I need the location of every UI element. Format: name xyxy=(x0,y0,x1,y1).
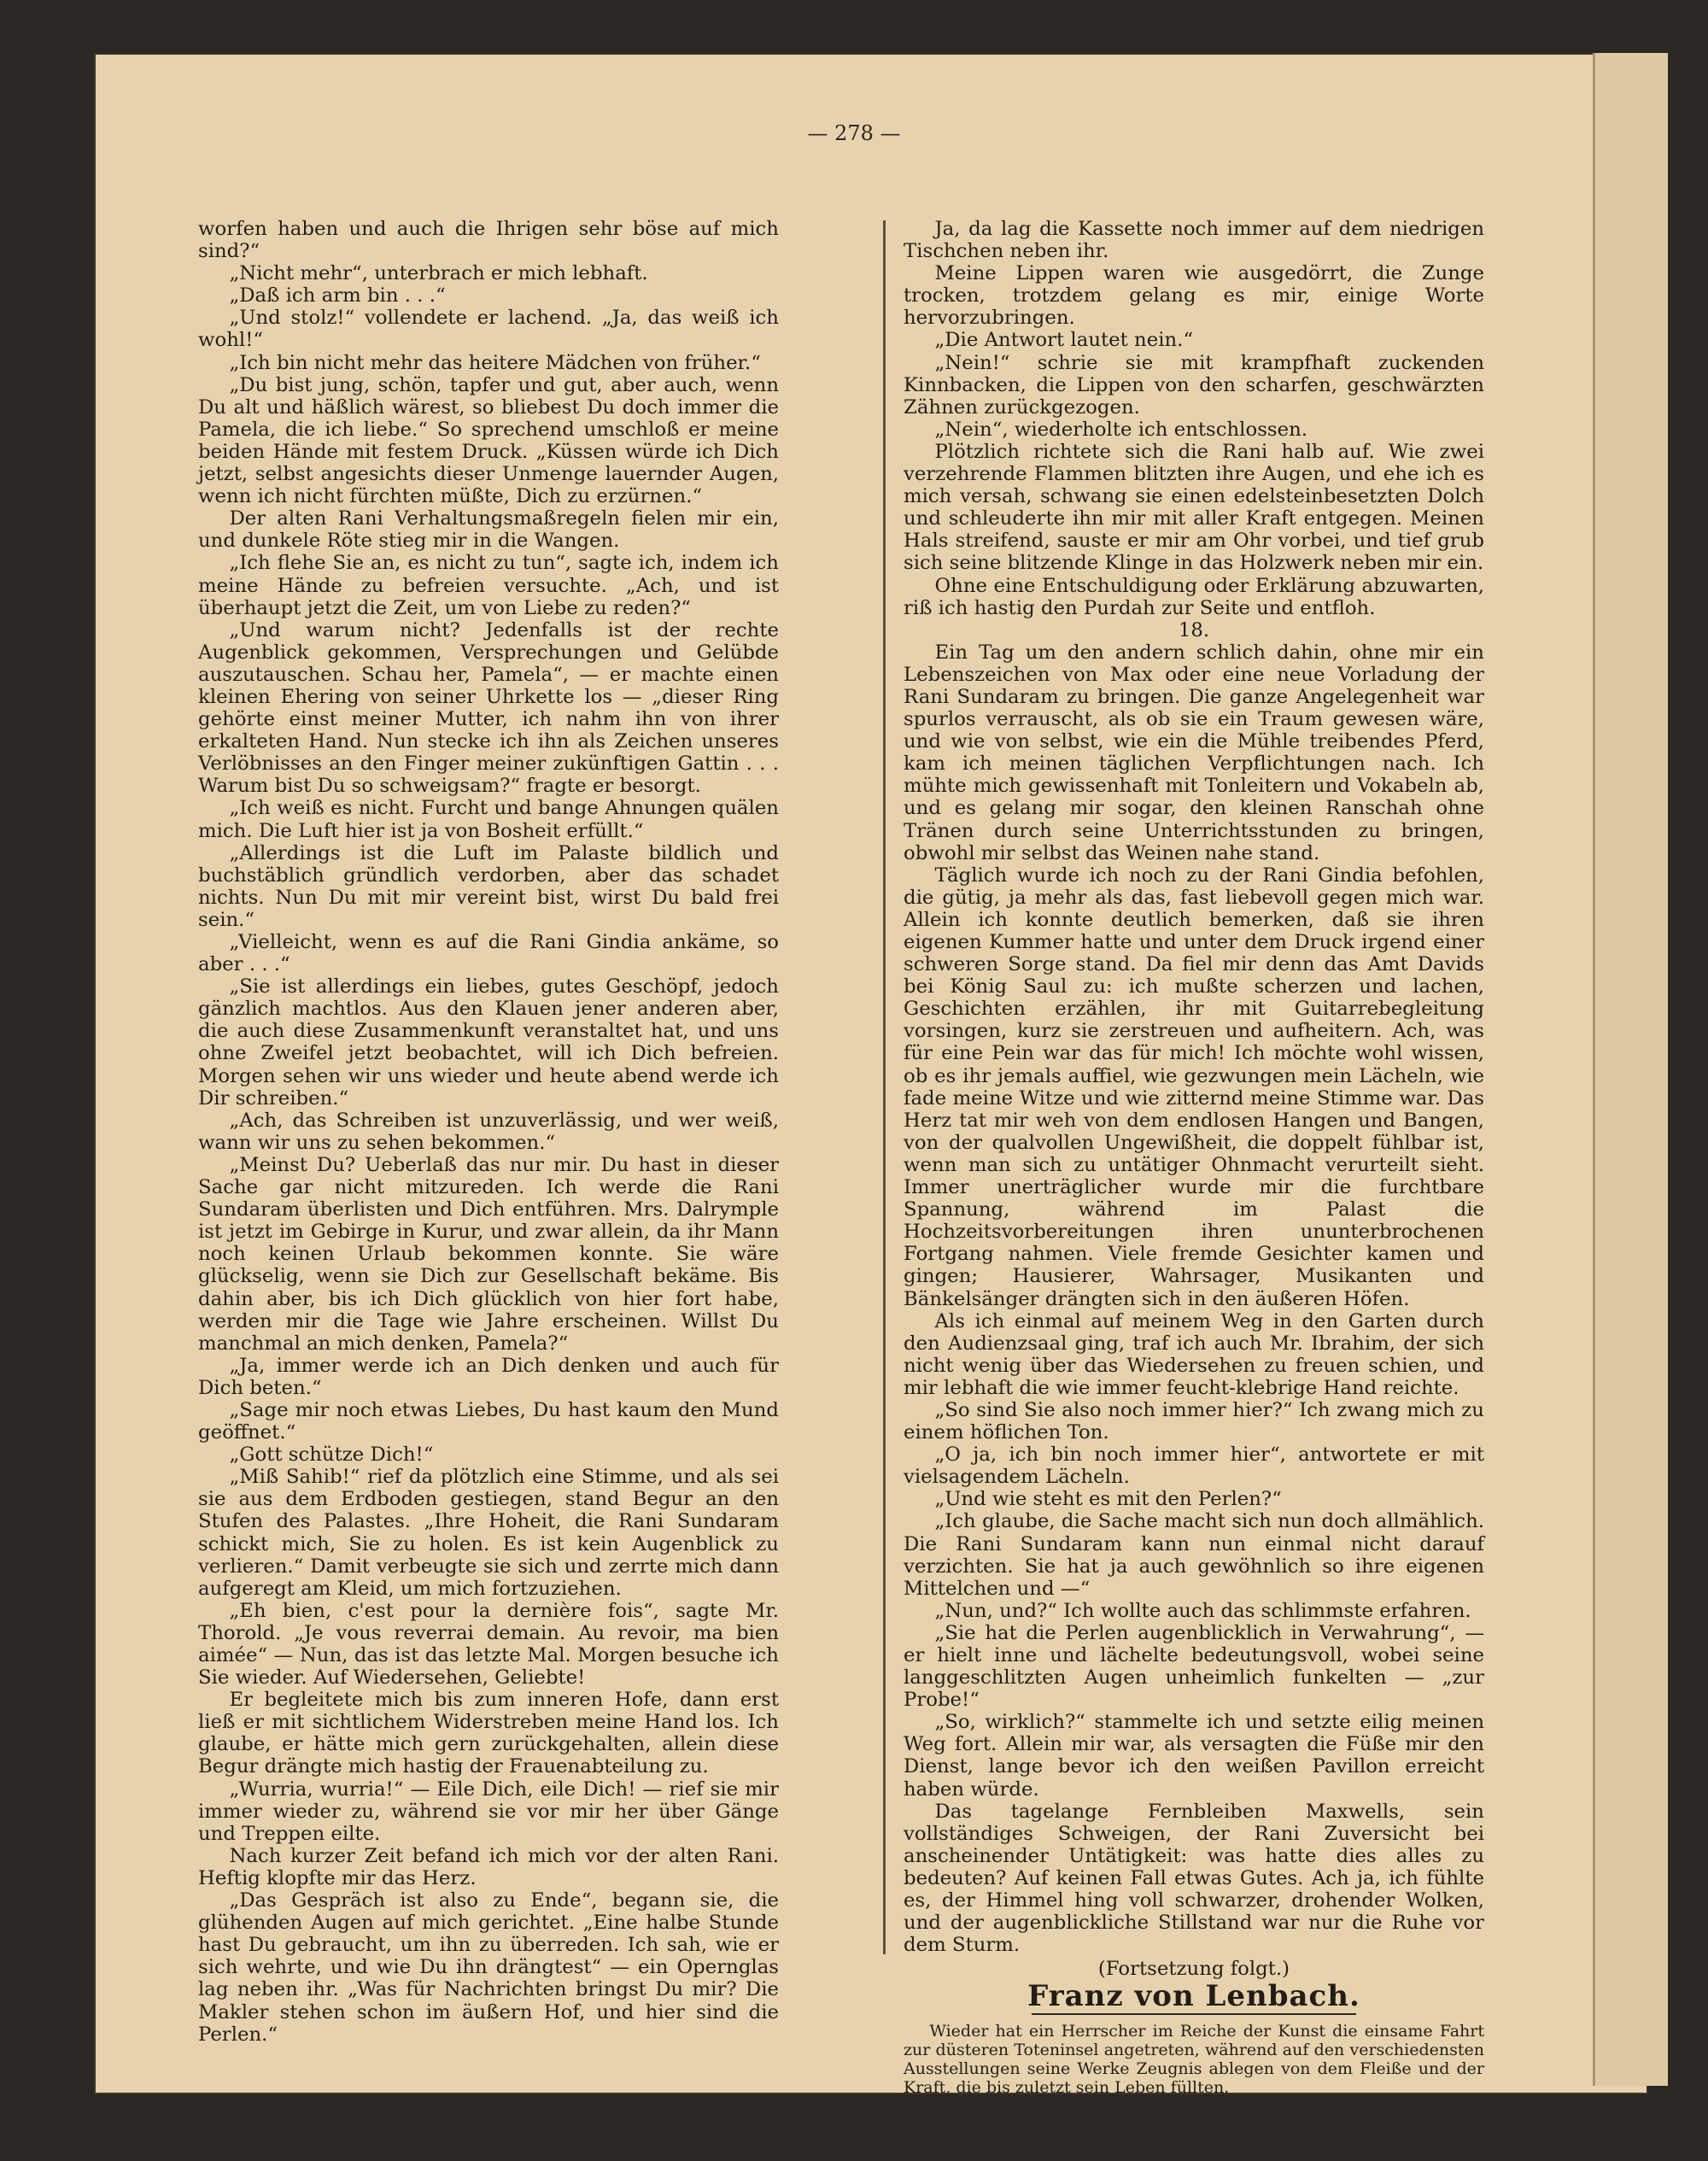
paragraph: „Daß ich arm bin . . .“ xyxy=(229,284,446,307)
paragraph: „Und stolz!“ vollendete er lachend. „Ja, das weiß ich wohl!“ xyxy=(198,307,779,352)
article-text: Wieder hat ein Herrscher im Reiche der Kunst die einsame Fahrt zur düsteren Toteninsel angetreten, während auf den verschiedensten Ausstellungen seine Werke Zeugnis ablegen von dem Fleiße und der Kraft, die bis zuletzt sein Leben füllten. xyxy=(904,2022,1484,2098)
paragraph: „Nein“, wiederholte ich entschlossen. xyxy=(934,418,1308,441)
paragraph: Meine Lippen waren wie ausgedörrt, die Zunge trocken, trotzdem gelang es mir, einige Worte hervorzubringen. xyxy=(904,262,1484,330)
paragraph: Ohne eine Entschuldigung oder Erklärung abzuwarten, riß ich hastig den Purdah zur Seite und entfloh. xyxy=(904,574,1484,619)
paragraph: „O ja, ich bin noch immer hier“, antwortete er mit vielsagendem Lächeln. xyxy=(904,1444,1484,1489)
adjacent-page-edge xyxy=(1593,53,1668,2086)
paragraph: „Nun, und?“ Ich wollte auch das schlimmste erfahren. xyxy=(934,1599,1471,1622)
continuation-note: (Fortsetzung folgt.) xyxy=(1097,1958,1290,1981)
paragraph: „Du bist jung, schön, tapfer und gut, aber auch, wenn Du alt und häßlich wärest, so bliebest Du doch immer die Pamela, die ich liebe.“ So sprechend umschloß er meine beiden Hände mit festem Druck. „Küssen würde ich Dich jetzt, selbst angesichts dieser Unmenge lauernder Augen, wenn ich nicht fürchten müßte, Dich zu erzürnen.“ xyxy=(198,373,779,508)
paragraph: „Ich weiß es nicht. Furcht und bange Ahnungen quälen mich. Die Luft hier ist ja von Bosheit erfüllt.“ xyxy=(198,797,779,842)
paragraph: „So sind Sie also noch immer hier?“ Ich zwang mich zu einem höflichen Ton. xyxy=(904,1398,1484,1444)
title-underline xyxy=(1032,2013,1356,2015)
paragraph: „Sie hat die Perlen augenblicklich in Verwahrung“, — er hielt inne und lächelte bedeutungsvoll, wobei seine langgeschlitzten Augen unheimlich funkelten — „zur Probe!“ xyxy=(904,1621,1484,1712)
paragraph: „Ja, immer werde ich an Dich denken und auch für Dich beten.“ xyxy=(198,1354,779,1399)
paragraph: „Nicht mehr“, unterbrach er mich lebhaft. xyxy=(229,262,648,285)
paragraph: „Die Antwort lautet nein.“ xyxy=(934,329,1194,352)
paragraph: „Das Gespräch ist also zu Ende“, begann sie, die glühenden Augen auf mich gerichtet. „Eine halbe Stunde hast Du gebraucht, um ihn zu überreden. Ich sah, wie er sich wehrte, und wie Du ihn drängtest“ — ein Opernglas lag neben ihr. „Was für Nachrichten bringst Du mir? Die Makler stehen schon im äußern Hof, und hier sind die Perlen.“ xyxy=(198,1889,779,2046)
paragraph: Als ich einmal auf meinem Weg in den Garten durch den Audienzsaal ging, traf ich auch Mr. Ibrahim, der sich nicht wenig über das Wiedersehen zu freuen schien, und mir lebhaft die wie immer feucht-klebrige Hand reichte. xyxy=(904,1309,1484,1399)
paragraph: „Gott schütze Dich!“ xyxy=(229,1444,434,1467)
left-column xyxy=(198,218,779,2046)
paragraph: „Ach, das Schreiben ist unzuverlässig, und wer weiß, wann wir uns zu sehen bekommen.“ xyxy=(198,1109,779,1154)
paragraph: „Ich flehe Sie an, es nicht zu tun“, sagte ich, indem ich meine Hände zu befreien versuchte. „Ach, und ist überhaupt jetzt die Zeit, um von Liebe zu reden?“ xyxy=(198,552,779,619)
paragraph: „Allerdings ist die Luft im Palaste bildlich und buchstäblich gründlich verdorben, aber das schadet nichts. Nun Du mit mir vereint bist, wirst Du bald frei sein.“ xyxy=(198,841,779,931)
paragraph: Nach kurzer Zeit befand ich mich vor der alten Rani. Heftig klopfte mir das Herz. xyxy=(198,1844,779,1889)
paragraph: „Nein!“ schrie sie mit krampfhaft zuckenden Kinnbacken, die Lippen von den scharfen, geschwärzten Zähnen zurückgezogen. xyxy=(904,351,1484,419)
paragraph: „Sie ist allerdings ein liebes, gutes Geschöpf, jedoch gänzlich machtlos. Aus den Klauen jener anderen aber, die auch diese Zusammenkunft veranstaltet hat, und uns ohne Zweifel jetzt beobachtet, will ich Dich befreien. Morgen sehen wir uns wieder und heute abend werde ich Dir schreiben.“ xyxy=(198,975,779,1110)
paragraph: „Und warum nicht? Jedenfalls ist der rechte Augenblick gekommen, Versprechungen und Gelübde auszutauschen. Schau her, Pamela“, — er machte einen kleinen Ehering von seiner Uhrkette los — „dieser Ring gehörte einst meiner Mutter, ich nahm ihn von ihrer erkalteten Hand. Nun stecke ich ihn als Zeichen unseres Verlöbnisses an den Finger meiner zukünftigen Gattin . . . Warum bist Du so schweigsam?“ fragte er besorgt. xyxy=(198,618,779,798)
paragraph: „Und wie steht es mit den Perlen?“ xyxy=(934,1488,1282,1511)
paragraph: „Miß Sahib!“ rief da plötzlich eine Stimme, und als sei sie aus dem Erdboden gestiegen, stand Begur an den Stufen des Palastes. „Ihre Hoheit, die Rani Sundaram schickt mich, Sie zu holen. Es ist kein Augenblick zu verlieren.“ Damit verbeugte sie sich und zerrte mich dann aufgeregt am Kleid, um mich fortzuziehen. xyxy=(198,1466,779,1600)
paragraph: Der alten Rani Verhaltungsmaßregeln fielen mir ein, und dunkele Röte stieg mir in die Wangen. xyxy=(198,507,779,553)
paragraph: worfen haben und auch die Ihrigen sehr böse auf mich sind?“ xyxy=(198,218,779,263)
paragraph: „Wurria, wurria!“ — Eile Dich, eile Dich! — rief sie mir immer wieder zu, während sie vor mir her über Gänge und Treppen eilte. xyxy=(198,1777,779,1845)
paragraph: „Ich bin nicht mehr das heitere Mädchen von früher.“ xyxy=(229,351,761,374)
column-divider xyxy=(883,220,886,1954)
paragraph: „Eh bien, c'est pour la dernière fois“, sagte Mr. Thorold. „Je vous reverrai demain. Au revoir, ma bien aimée“ — Nun, das ist das letzte Mal. Morgen besuche ich Sie wieder. Auf Wiedersehen, Geliebte! xyxy=(198,1599,779,1690)
paragraph: Plötzlich richtete sich die Rani halb auf. Wie zwei verzehrende Flammen blitzten ihre Augen, und ehe ich es mich versah, schwang sie einen edelsteinbesetzten Dolch und schleuderte ihn mir mit aller Kraft entgegen. Meinen Hals streifend, sauste er mir am Ohr vorbei, und tief grub sich seine blitzende Klinge in das Holzwerk neben mir ein. xyxy=(904,440,1484,575)
paragraph: Er begleitete mich bis zum inneren Hofe, dann erst ließ er mit sichtlichem Widerstreben meine Hand los. Ich glaube, er hätte mich gern zurückgehalten, allein diese Begur drängte mich hastig der Frauenabteilung zu. xyxy=(198,1689,779,1778)
paragraph: Ein Tag um den andern schlich dahin, ohne mir ein Lebenszeichen von Max oder eine neue Vorladung der Rani Sundaram zu bringen. Die ganze Angelegenheit war spurlos verrauscht, als ob sie ein Traum gewesen wäre, und wie von selbst, wie ein die Mühle treibendes Pferd, kam ich meinen täglichen Verpflichtungen nach. Ich mühte mich gewissenhaft mit Tonleitern und Vokabeln ab, und es gelang mir sogar, den kleinen Ranschah ohne Tränen durch seine Unterrichtsstunden zu bringen, obwohl mir selbst das Weinen nahe stand. xyxy=(904,641,1484,864)
paragraph: Ja, da lag die Kassette noch immer auf dem niedrigen Tischchen neben ihr. xyxy=(904,218,1484,263)
paragraph: „Meinst Du? Ueberlaß das nur mir. Du hast in dieser Sache gar nicht mitzureden. Ich werde die Rani Sundaram überlisten und Dich entführen. Mrs. Dalrymple ist jetzt im Gebirge in Kurur, und zwar allein, da ihr Mann noch keinen Urlaub bekommen konnte. Sie wäre glückselig, wenn sie Dich zur Gesellschaft bekäme. Bis dahin aber, bis ich Dich glücklich von hier fort habe, werden mir die Tage wie Jahre erscheinen. Willst Du manchmal an mich denken, Pamela?“ xyxy=(198,1153,779,1355)
right-column xyxy=(904,218,1484,2098)
paragraph: „Sage mir noch etwas Liebes, Du hast kaum den Mund geöffnet.“ xyxy=(198,1398,779,1444)
paragraph: „Ich glaube, die Sache macht sich nun doch allmählich. Die Rani Sundaram kann nun einmal nicht darauf verzichten. Sie hat ja auch gewöhnlich so ihre eigenen Mittelchen und —“ xyxy=(904,1510,1484,1600)
paragraph: „Vielleicht, wenn es auf die Rani Gindia ankäme, so aber . . .“ xyxy=(198,931,779,976)
paragraph: „So, wirklich?“ stammelte ich und setzte eilig meinen Weg fort. Allein mir war, als versagten die Füße mir den Dienst, lange bevor ich den weißen Pavillon erreicht haben würde. xyxy=(904,1711,1484,1801)
chapter-number: 18. xyxy=(1178,618,1210,641)
article-title: Franz von Lenbach. xyxy=(1027,1979,1360,2014)
page-number: — 278 — xyxy=(807,121,901,145)
paragraph: Täglich wurde ich noch zu der Rani Gindia befohlen, die gütig, ja mehr als das, fast liebevoll gegen mich war. Allein ich konnte deutlich bemerken, daß sie ihren eigenen Kummer hatte und unter dem Druck irgend einer schweren Sorge stand. Da fiel mir denn das Amt Davids bei König Saul zu: ich mußte scherzen und lachen, Geschichten erzählen, ihr mit Guitarrebegleitung vorsingen, kurz sie zerstreuen und aufheitern. Ach, was für eine Pein war das für mich! Ich möchte wohl wissen, ob es ihr jemals auffiel, wie gezwungen mein Lächeln, wie fade meine Witze und wie zitternd meine Stimme war. Das Herz tat mir weh von dem endlosen Hangen und Bangen, von der qualvollen Ungewißheit, die doppelt fühlbar ist, wenn man sich zu untätiger Ohnmacht verurteilt sieht. Immer unerträglicher wurde mir die furchtbare Spannung, während im Palast die Hochzeitsvorbereitungen ihren ununterbrochenen Fortgang nahmen. Viele fremde Gesichter kamen und gingen; Hausierer, Wahrsager, Musikanten und Bänkelsänger drängten sich in den äußeren Höfen. xyxy=(904,864,1484,1310)
paragraph: Das tagelange Fernbleiben Maxwells, sein vollständiges Schweigen, der Rani Zuversicht bei anscheinender Untätigkeit: was hatte dies alles zu bedeuten? Auf keinen Fall etwas Gutes. Ach ja, ich fühlte es, der Himmel hing voll schwarzer, drohender Wolken, und der augenblickliche Stillstand war nur die Ruhe vor dem Sturm. xyxy=(904,1800,1484,1957)
